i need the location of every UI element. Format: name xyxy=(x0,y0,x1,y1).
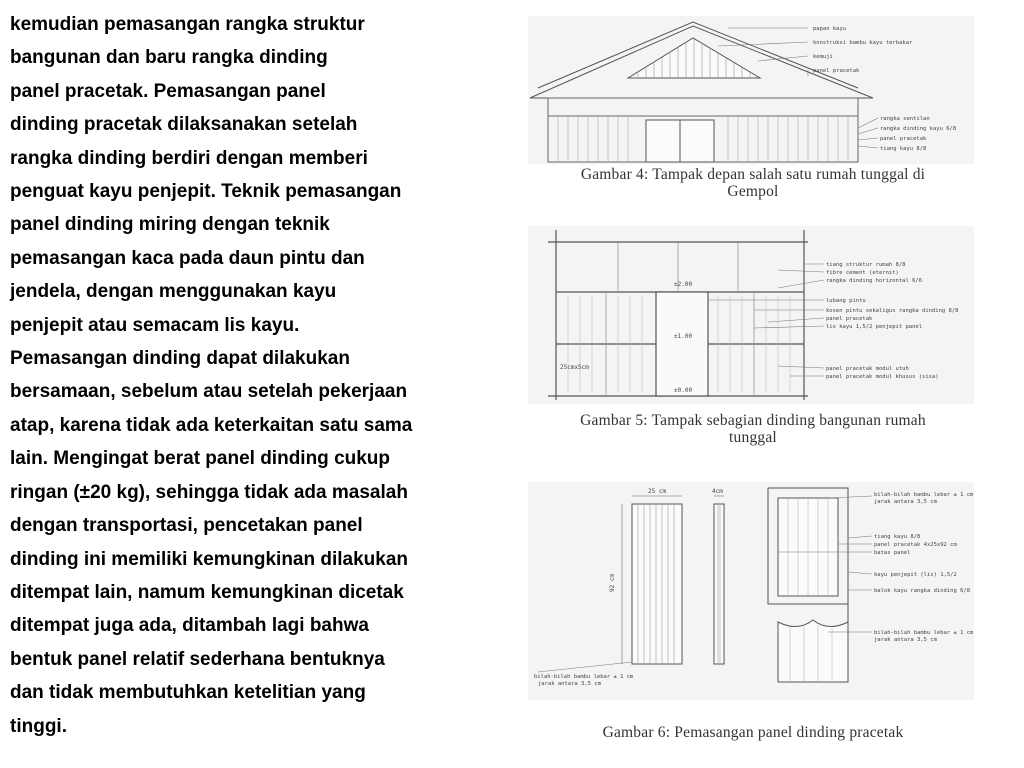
caption-line: Gambar 5: Tampak sebagian dinding bangunan rumah xyxy=(580,412,926,429)
text-line: penguat kayu penjepit. Teknik pemasangan xyxy=(10,181,402,203)
annotation: rangka sentilan xyxy=(880,116,930,122)
text-line: Pemasangan dinding dapat dilakukan xyxy=(10,348,350,370)
text-line: ditempat lain, namum kemungkinan dicetak xyxy=(10,581,404,603)
annotation: panel pracetak xyxy=(826,316,873,322)
figure-6 xyxy=(528,482,978,752)
text-line: ditempat juga ada, ditambah lagi bahwa xyxy=(10,615,369,637)
panel-installation-drawing xyxy=(528,482,978,702)
caption-line: tunggal xyxy=(729,429,777,446)
text-line: pemasangan kaca pada daun pintu dan xyxy=(10,247,365,269)
text-line: bangunan dan baru rangka dinding xyxy=(10,47,328,69)
annotation: jarak antara 3,5 cm xyxy=(874,637,937,643)
level-label: ±1.00 xyxy=(674,333,693,340)
caption-line: Gambar 4: Tampak depan salah satu rumah tunggal di xyxy=(580,166,926,183)
annotation: papan kayu xyxy=(813,26,847,32)
figure-4 xyxy=(528,16,978,206)
text-line: dinding ini memiliki kemungkinan dilakukan xyxy=(10,548,409,570)
text-line: dinding pracetak dilaksanakan setelah xyxy=(10,114,358,136)
annotation: panel pracetak modul utuh xyxy=(826,366,909,372)
dimension-label: 25cmx5cm xyxy=(560,364,589,371)
text-line: atap, karena tidak ada keterkaitan satu sama xyxy=(10,414,413,436)
annotation: rangka dinding horizontal 6/6 xyxy=(826,278,923,284)
annotation: kosen pintu sekaligus rangka dinding 8/8 xyxy=(826,308,959,314)
body-text xyxy=(10,8,515,743)
annotation: konstruksi bambu kayu terbakar xyxy=(813,40,913,46)
dimension-label: 92 cm xyxy=(609,573,616,592)
level-label: ±0.00 xyxy=(674,387,693,394)
text-line: ringan (±20 kg), sehingga tidak ada masalah xyxy=(10,481,408,503)
text-line: dengan transportasi, pencetakan panel xyxy=(10,515,363,537)
text-line: lain. Mengingat berat panel dinding cukup xyxy=(10,448,391,470)
annotation: panel pracetak modul khusus (sisa) xyxy=(826,374,939,380)
text-line: jendela, dengan menggunakan kayu xyxy=(10,281,337,303)
dimension-label: 25 cm xyxy=(648,488,667,495)
annotation: panel pracetak xyxy=(813,68,860,74)
caption-line: Gambar 6: Pemasangan panel dinding pracetak xyxy=(602,724,904,741)
annotation: rangka dinding kayu 6/8 xyxy=(880,126,957,132)
figure-6-caption xyxy=(528,724,978,741)
annotation: jarak antara 3,5 cm xyxy=(538,681,601,687)
text-line: tinggi. xyxy=(10,715,67,737)
text-line: rangka dinding berdiri dengan memberi xyxy=(10,147,368,169)
wall-section-drawing xyxy=(528,226,978,406)
annotation: lis kayu 1,5/2 penjepit panel xyxy=(826,324,923,330)
annotation: tiang struktur rumah 8/8 xyxy=(826,262,906,268)
dimension-label: 4cm xyxy=(712,488,723,495)
annotation: kayu penjepit (lis) 1,5/2 xyxy=(874,572,957,578)
figure-5 xyxy=(528,226,978,446)
annotation: lubang pintu xyxy=(826,298,866,304)
annotation: fibre cement (eternit) xyxy=(826,270,899,276)
text-line: bentuk panel relatif sederhana bentuknya xyxy=(10,648,385,670)
text-line: kemudian pemasangan rangka struktur xyxy=(10,14,365,35)
annotation: balok kayu rangka dinding 6/8 xyxy=(874,588,971,594)
level-label: ±2.00 xyxy=(674,281,693,288)
text-line: bersamaan, sebelum atau setelah pekerjaan xyxy=(10,381,408,403)
annotation: bilah-bilah bambu lebar ± 1 cm xyxy=(874,630,974,636)
caption-line: Gempol xyxy=(727,183,779,200)
annotation: tiang kayu 8/8 xyxy=(880,146,927,152)
text-line: panel dinding miring dengan teknik xyxy=(10,214,330,236)
text-line: penjepit atau semacam lis kayu. xyxy=(10,314,300,336)
figure-5-caption xyxy=(528,412,978,446)
annotation: bilah-bilah bambu lebar ± 1 cm xyxy=(874,492,974,498)
annotation: panel pracetak xyxy=(880,136,927,142)
house-front-drawing xyxy=(528,16,978,166)
text-line: panel pracetak. Pemasangan panel xyxy=(10,80,326,102)
annotation: batas panel xyxy=(874,550,911,556)
text-line: dan tidak membutuhkan ketelitian yang xyxy=(10,682,366,704)
annotation: tiang kayu 8/8 xyxy=(874,534,921,540)
annotation: kemuji xyxy=(813,54,833,60)
figure-4-caption xyxy=(528,166,978,200)
annotation: bilah-bilah bambu lebar ± 1 cm xyxy=(534,674,634,680)
annotation: jarak antara 3,5 cm xyxy=(874,499,937,505)
annotation: panel pracetak 4x25x92 cm xyxy=(874,542,957,548)
